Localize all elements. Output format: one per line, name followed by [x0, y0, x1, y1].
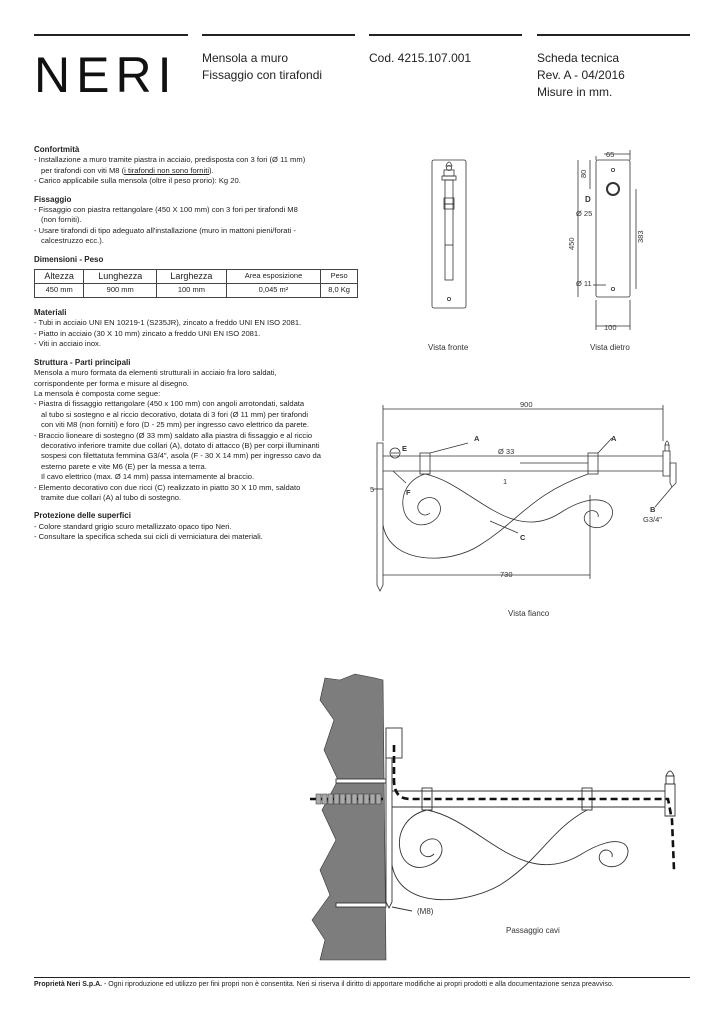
dim-label: Ø 25 — [576, 209, 593, 218]
header-rule-3 — [369, 34, 522, 36]
footer-company: Proprietà Neri S.p.A. — [34, 981, 103, 988]
conformita-line: - Installazione a muro tramite piastra in acciaio, predisposta con 3 fori (Ø 11 mm) — [34, 155, 306, 165]
product-title — [202, 50, 322, 84]
doc-revision: Rev. A - 04/2016 — [537, 68, 625, 82]
dim-label: 450 — [567, 237, 576, 250]
front-ring-1 — [444, 198, 454, 204]
dim-label: D — [585, 195, 591, 204]
g34-fitting — [670, 463, 676, 487]
struttura-line: tramite due collari (A) al tubo di sostegno. — [41, 492, 182, 502]
bolt-block — [340, 794, 345, 804]
caption-vista-dietro: Vista dietro — [590, 343, 630, 352]
header-rule-1 — [34, 34, 188, 36]
scroll-right — [425, 474, 613, 528]
scroll-left — [399, 810, 442, 867]
wall-plate — [377, 443, 383, 591]
scroll-left — [403, 474, 441, 525]
wall-section — [312, 674, 386, 960]
dim-label: 65 — [606, 150, 615, 159]
table-cell: 0,045 m² — [226, 284, 321, 298]
dimensioni-title: Dimensioni - Peso — [34, 254, 104, 264]
materiali-line: - Tubi in acciaio UNI EN 10219-1 (S235JR), zincato a freddo UNI EN ISO 2081. — [34, 318, 302, 328]
code-text: Cod. 4215.107.001 — [369, 51, 472, 65]
struttura-line: - Braccio lioneare di sostegno (Ø 33 mm) saldato alla piastra di fissaggio e al riccio — [34, 430, 313, 440]
scroll-right — [427, 810, 628, 867]
leader-c — [490, 521, 518, 533]
struttura-line: con viti M8 (non forniti) e foro (D - 25 mm) per ingresso cavo elettrico da parete. — [41, 420, 309, 430]
leader-a1 — [430, 443, 468, 453]
front-hole-bottom — [447, 297, 450, 300]
dim-label: 5 — [370, 485, 375, 494]
footer-rule — [34, 977, 690, 978]
bolt-block — [364, 794, 369, 804]
front-arm — [445, 180, 453, 280]
text-span: ). — [209, 165, 214, 175]
product-line-1: Mensola a muro — [202, 51, 289, 65]
fissaggio-line: (non forniti). — [41, 215, 82, 225]
table-header: Area esposizione — [226, 270, 321, 284]
part-label: E — [402, 444, 408, 453]
end-fitting — [663, 451, 670, 476]
bolt-block — [352, 794, 357, 804]
leader-f — [393, 471, 406, 483]
part-label: A — [474, 434, 480, 443]
dim-label: Ø 11 — [576, 279, 592, 288]
back-hole-top — [611, 168, 614, 171]
front-collar — [442, 176, 456, 180]
conformita-line — [34, 166, 354, 176]
footer-text — [34, 981, 614, 988]
table-header: Altezza — [35, 270, 84, 284]
back-hole-d — [607, 183, 619, 195]
cable-routing-view — [300, 670, 700, 970]
doc-units: Misure in mm. — [537, 85, 613, 99]
leader-b — [655, 487, 672, 507]
fissaggio-title: Fissaggio — [34, 194, 72, 204]
caption-vista-fronte: Vista fronte — [428, 343, 469, 352]
doc-type: Scheda tecnica — [537, 51, 620, 65]
table-row — [35, 284, 358, 298]
front-ring-2 — [444, 204, 454, 209]
bolt-block — [370, 794, 375, 804]
struttura-line: Mensola a muro formata da elementi strutturali in acciaio fra loro saldati, — [34, 368, 277, 378]
caption-passaggio-cavi: Passaggio cavi — [506, 926, 560, 935]
scroll-lower — [383, 474, 588, 558]
table-header-row — [35, 270, 358, 284]
brand-logo: NERI — [34, 47, 178, 103]
footer-disclaimer: - Ogni riproduzione ed utilizzo per fini propri non è consentita. Neri si riserva il diritto di apportare modifiche ai propri prodotti e alla documentazione senza preavviso. — [102, 981, 614, 988]
doc-info — [537, 50, 625, 101]
text-span: per tirafondi con viti M8 ( — [41, 165, 125, 175]
materiali-title: Materiali — [34, 308, 67, 318]
caption-vista-fianco: Vista fianco — [508, 609, 550, 618]
part-label: B — [650, 505, 656, 514]
dim-label: 730 — [500, 570, 513, 579]
anchor-top — [336, 779, 386, 783]
struttura-title: Struttura - Parti principali — [34, 357, 131, 367]
dim-label: 1 — [503, 477, 508, 486]
m8-leader — [392, 907, 412, 911]
end-cap — [665, 445, 669, 451]
header-rule-2 — [202, 34, 355, 36]
struttura-line: al tubo si sostegno e al riccio decorativo, dotata di 3 fori (Ø 11 mm) per tirafondi — [41, 409, 309, 419]
dim-label: 80 — [579, 169, 588, 178]
text-span: i tirafondi non sono forniti — [124, 165, 210, 175]
fissaggio-line: calcestruzzo ecc.). — [41, 236, 104, 246]
header-rule-4 — [537, 34, 690, 36]
part-label: F — [406, 488, 411, 497]
dimensions-table — [34, 269, 358, 298]
junction-box — [386, 728, 402, 758]
end-cap — [666, 776, 674, 784]
bolt-block — [358, 794, 363, 804]
part-label: G3/4" — [643, 515, 662, 524]
anchor-bottom — [336, 903, 386, 907]
end-finial — [666, 771, 674, 776]
side-view — [360, 395, 700, 605]
struttura-line: - Piastra di fissaggio rettangolare (450 x 100 mm) con angoli arrotondati, saldata — [34, 399, 305, 409]
table-cell: 900 mm — [84, 284, 157, 298]
front-back-views — [400, 140, 700, 360]
conformita-line: - Carico applicabile sulla mensola (oltre il peso prorio): Kg 20. — [34, 176, 241, 186]
fissaggio-line: - Fissaggio con piastra rettangolare (450 X 100 mm) con 3 fori per tirafondi M8 — [34, 205, 298, 215]
struttura-line: esterno parete e vite M6 (E) per la messa a terra. — [41, 461, 207, 471]
scroll-lower — [392, 810, 587, 900]
table-cell: 100 mm — [157, 284, 227, 298]
m8-label: (M8) — [417, 907, 434, 916]
back-hole-bottom — [611, 287, 614, 290]
struttura-line: sospesi con filettatuta femmina G3/4", asola (F - 30 X 14 mm) per ingresso cavo da — [41, 451, 321, 461]
protezione-line: - Colore standard grigio scuro metallizzato opaco tipo Neri. — [34, 521, 232, 531]
table-header: Lunghezza — [84, 270, 157, 284]
back-plate — [596, 160, 630, 297]
table-header: Larghezza — [157, 270, 227, 284]
bolt-block — [328, 794, 333, 804]
struttura-line: La mensola è composta come segue: — [34, 388, 161, 398]
product-line-2: Fissaggio con tirafondi — [202, 68, 323, 82]
materiali-line: - Piatto in acciaio (30 X 10 mm) zincato a freddo UNI EN ISO 2081. — [34, 328, 261, 338]
dim-label: 900 — [520, 400, 533, 409]
end-finial — [665, 441, 669, 445]
struttura-line: corrispondente per forma e misure al disegno. — [34, 378, 189, 388]
bolt-block — [322, 794, 327, 804]
struttura-line: Il cavo elettrico (max. Ø 14 mm) passa internamente al braccio. — [41, 472, 255, 482]
product-code — [369, 50, 471, 67]
dim-label: 383 — [636, 230, 645, 243]
bolt-block — [334, 794, 339, 804]
cable-path — [394, 745, 674, 870]
dim-label: 100 — [604, 323, 617, 332]
struttura-line: decorativo inferiore tramite due collari (A), dotato di attacco (B) per corpi illuminanti — [41, 440, 320, 450]
dim-label: Ø 33 — [498, 447, 515, 456]
protezione-title: Protezione delle superfici — [34, 511, 131, 521]
leader-a2 — [598, 438, 612, 453]
table-cell: 8,0 Kg — [321, 284, 358, 298]
bolt-block — [376, 794, 381, 804]
bolt-block — [346, 794, 351, 804]
struttura-line: - Elemento decorativo con due ricci (C) realizzato in piatto 30 X 10 mm, saldato — [34, 482, 301, 492]
spec-text — [34, 145, 354, 543]
part-label: A — [611, 434, 617, 443]
part-label: C — [520, 533, 526, 542]
table-header: Peso — [321, 270, 358, 284]
protezione-line: - Consultare la specifica scheda sui cicli di verniciatura dei materiali. — [34, 532, 263, 542]
bolt-block — [316, 794, 321, 804]
materiali-line: - Viti in acciaio inox. — [34, 339, 101, 349]
fissaggio-line: - Usare tirafondi di tipo adeguato all'installazione (muro in mattoni pieni/forati - — [34, 225, 296, 235]
conformita-title: Confortmità — [34, 145, 80, 154]
front-plate — [432, 160, 466, 308]
table-cell: 450 mm — [35, 284, 84, 298]
